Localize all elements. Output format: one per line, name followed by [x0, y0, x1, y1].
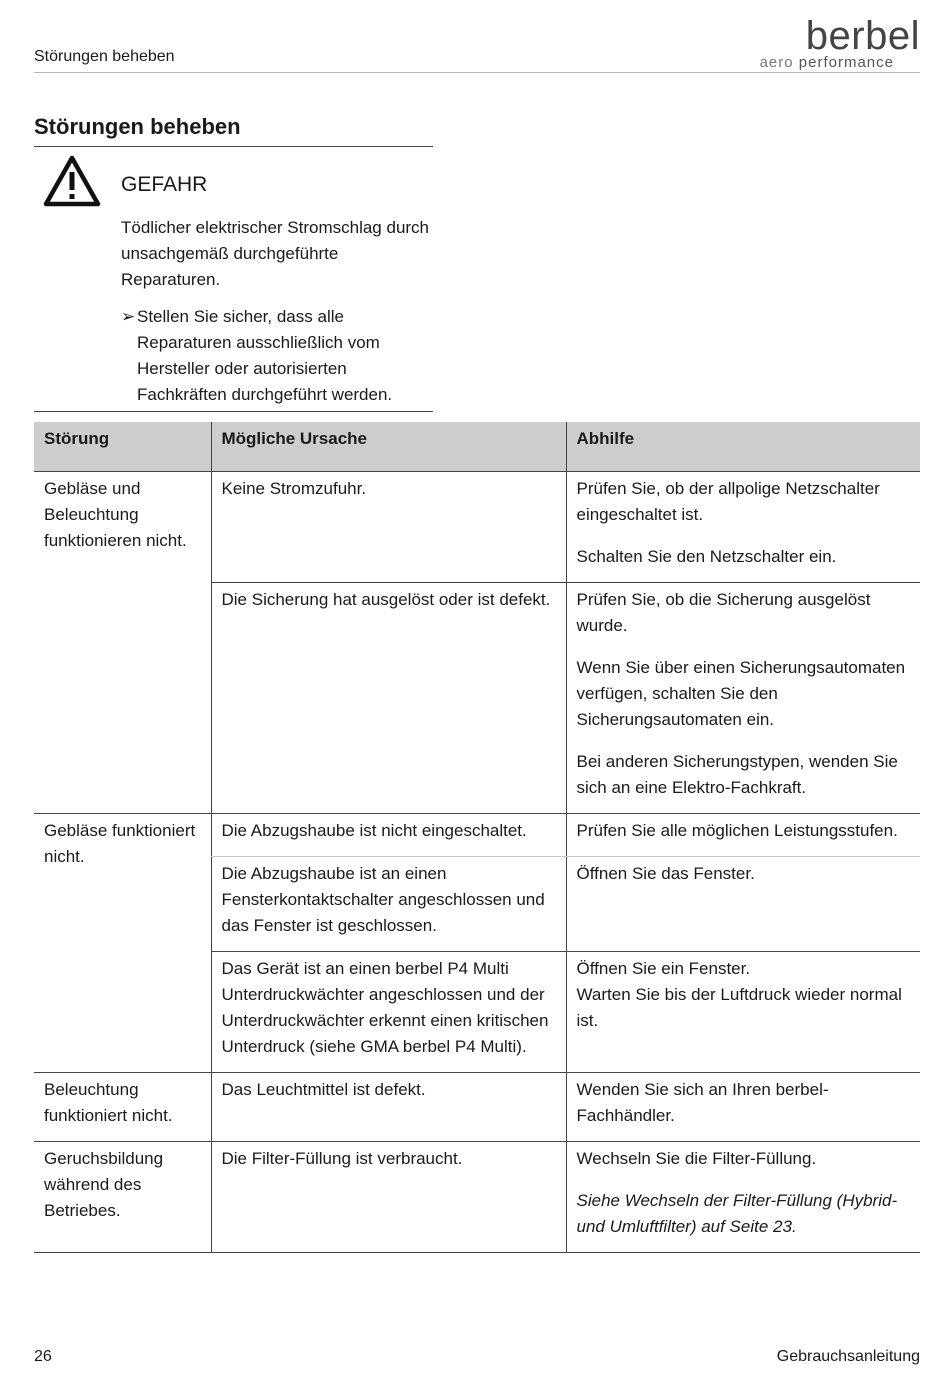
remedy-text: Wenn Sie über einen Sicherungsautomaten verfügen, schalten Sie den Sicherungsautomaten ein. [576, 658, 906, 729]
berbel-logo [748, 14, 922, 74]
remedy-text: Wenden Sie sich an Ihren berbel-Fachhändler. [576, 1080, 829, 1125]
footer-document-title: Gebrauchsanleitung [776, 1348, 920, 1365]
cause-cell: Die Abzugshaube ist nicht eingeschaltet. [211, 814, 566, 857]
cause-cell: Die Abzugshaube ist an einen Fensterkontaktschalter angeschlossen und das Fenster ist geschlossen. [211, 857, 566, 952]
warning-action-text: Stellen Sie sicher, dass alle Reparaturen ausschließlich vom Hersteller oder autorisierten Fachkräften durchgeführt werden. [137, 307, 393, 404]
remedy-cell [566, 472, 920, 583]
remedy-cell [566, 857, 920, 952]
remedy-text: Prüfen Sie alle möglichen Leistungsstufen. [576, 821, 898, 840]
remedy-cell [566, 952, 920, 1073]
warning-text: Tödlicher elektrischer Stromschlag durch unsachgemäß durchgeführte Reparaturen. [121, 218, 430, 289]
cause-cell: Die Sicherung hat ausgelöst oder ist defekt. [211, 583, 566, 814]
warning-triangle-icon [42, 154, 102, 208]
section-title: Störungen beheben [34, 114, 241, 139]
table-header-row [34, 422, 920, 472]
warning-bottom-rule [34, 411, 433, 412]
table-row [34, 1073, 920, 1142]
table-row [34, 814, 920, 857]
remedy-cell [566, 1073, 920, 1142]
remedy-text: Öffnen Sie das Fenster. [576, 864, 755, 883]
section-title-rule [34, 146, 433, 147]
logo-brand: berbel [805, 14, 920, 58]
remedy-text: Öffnen Sie ein Fenster. [576, 959, 751, 978]
remedy-text: Schalten Sie den Netzschalter ein. [576, 547, 837, 566]
remedy-text: Prüfen Sie, ob der allpolige Netzschalter eingeschaltet ist. [576, 479, 880, 524]
column-header-remedy: Abhilfe [566, 422, 920, 472]
cause-cell: Die Filter-Füllung ist verbraucht. [211, 1142, 566, 1253]
logo-tagline [760, 54, 894, 71]
cause-cell: Keine Stromzufuhr. [211, 472, 566, 583]
fault-cell: Gebläse funktioniert nicht. [34, 814, 211, 1073]
table-row [34, 472, 920, 583]
remedy-text: Warten Sie bis der Luftdruck wieder normal ist. [576, 985, 902, 1030]
running-header-title: Störungen beheben [34, 48, 175, 65]
column-header-fault: Störung [34, 422, 211, 472]
cause-cell: Das Gerät ist an einen berbel P4 Multi Unterdruckwächter angeschlossen und der Unterdruckwächter erkennt einen kritischen Unterdruck (siehe GMA berbel P4 Multi). [211, 952, 566, 1073]
cross-reference-link[interactable]: Siehe Wechseln der Filter-Füllung (Hybrid- und Umluftfilter) auf Seite 23. [576, 1191, 898, 1236]
arrow-bullet-icon: ➢ [121, 307, 136, 326]
logo-tag-performance: performance [798, 54, 894, 71]
table-row [34, 1142, 920, 1253]
page-number: 26 [34, 1348, 52, 1365]
remedy-cell [566, 814, 920, 857]
remedy-cell [566, 583, 920, 814]
warning-title: GEFAHR [121, 173, 208, 196]
troubleshooting-table [34, 422, 920, 1253]
warning-action [121, 304, 431, 408]
column-header-cause: Mögliche Ursache [211, 422, 566, 472]
remedy-cell [566, 1142, 920, 1253]
cause-cell: Das Leuchtmittel ist defekt. [211, 1073, 566, 1142]
logo-tag-aero: aero [759, 54, 794, 71]
remedy-text: Prüfen Sie, ob die Sicherung ausgelöst wurde. [576, 590, 871, 635]
fault-cell: Beleuchtung funktioniert nicht. [34, 1073, 211, 1142]
header-divider [34, 72, 920, 73]
remedy-text: Wechseln Sie die Filter-Füllung. [576, 1149, 817, 1168]
remedy-text: Bei anderen Sicherungstypen, wenden Sie sich an eine Elektro-Fachkraft. [576, 752, 898, 797]
fault-cell: Geruchsbildung während des Betriebes. [34, 1142, 211, 1253]
fault-cell: Gebläse und Beleuchtung funktionieren nicht. [34, 472, 211, 814]
